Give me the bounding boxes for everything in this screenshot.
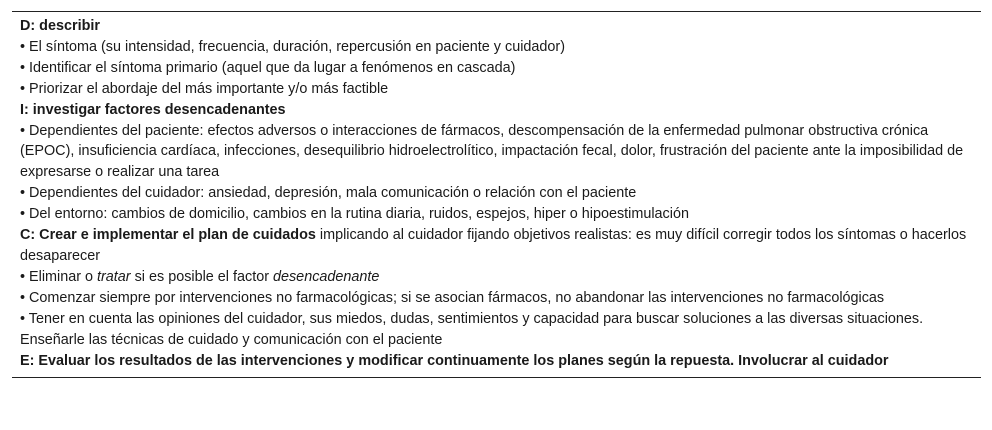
section-d-bullet: • El síntoma (su intensidad, frecuencia, duración, repercusión en paciente y cuidador) — [20, 38, 565, 55]
section-i-bullet: • Dependientes del paciente: efectos adversos o interacciones de fármacos, descompensación de la enfermedad pulmonar obstructiva crónica (EPOC), insuficiencia cardíaca, infecciones, desequilibrio hidroelectrolítico, impactación fecal, dolor, frustración del paciente ante la imposibilidad de expresarse o realizar una tarea — [20, 122, 964, 181]
section-c-bullet-eliminar — [20, 267, 973, 288]
eliminar-text-2: si es posible el factor — [130, 268, 273, 285]
section-c-paragraph — [20, 225, 973, 267]
eliminar-text-italic-1: tratar — [97, 268, 131, 285]
section-c-bullet: • Comenzar siempre por intervenciones no farmacológicas; si se asocian fármacos, no abandonar las intervenciones no farmacológicas — [20, 289, 885, 306]
eliminar-text-italic-2: desencadenante — [272, 268, 380, 285]
section-d-bullet: • Priorizar el abordaje del más importante y/o más factible — [20, 80, 389, 97]
section-c-heading-rest: implicando al cuidador fijando objetivos realistas: es muy difícil corregir todos los síntomas o hacerlos desaparecer — [20, 227, 967, 264]
section-i-heading: I: investigar factores desencadenantes — [20, 101, 286, 118]
section-d-heading: D: describir — [20, 18, 100, 34]
dice-table — [12, 11, 981, 378]
section-c-heading: C: Crear e implementar el plan de cuidados — [20, 227, 316, 244]
section-i-bullet: • Del entorno: cambios de domicilio, cambios en la rutina diaria, ruidos, espejos, hiper o hipoestimulación — [20, 206, 689, 223]
section-i-bullet: • Dependientes del cuidador: ansiedad, depresión, mala comunicación o relación con el paciente — [20, 185, 637, 202]
section-d-bullet: • Identificar el síntoma primario (aquel que da lugar a fenómenos en cascada) — [20, 59, 516, 76]
eliminar-text-1: • Eliminar o — [20, 268, 98, 285]
section-c-bullet: • Tener en cuenta las opiniones del cuidador, sus miedos, dudas, sentimientos y capacidad para buscar soluciones a las diversas situaciones. Enseñarle las técnicas de cuidado y comunicación con el paciente — [20, 310, 924, 348]
section-e-heading: E: Evaluar los resultados de las intervenciones y modificar continuamente los planes según la repuesta. Involucrar al cuidador — [20, 352, 889, 369]
